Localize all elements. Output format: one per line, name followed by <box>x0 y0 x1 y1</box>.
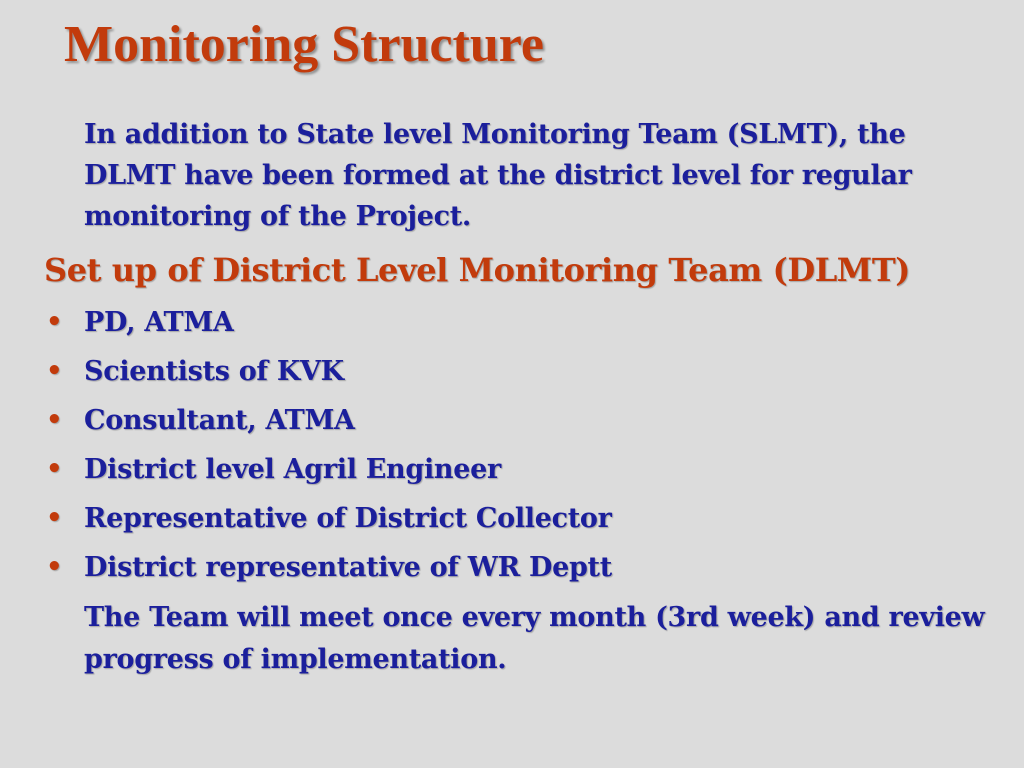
section-subheading: Set up of District Level Monitoring Team (DLMT) <box>44 251 910 289</box>
bullet-icon: • <box>46 552 63 582</box>
bullet-icon: • <box>46 307 63 337</box>
bullet-icon: • <box>46 356 63 386</box>
list-item <box>44 300 612 349</box>
bullet-icon: • <box>46 405 63 435</box>
list-item-text: PD, ATMA <box>84 307 234 338</box>
list-item <box>44 545 612 594</box>
list-item <box>44 447 612 496</box>
list-item <box>44 349 612 398</box>
member-list <box>44 300 612 594</box>
list-item-text: District level Agril Engineer <box>84 454 501 485</box>
list-item-text: Consultant, ATMA <box>84 405 355 436</box>
list-item-text: District representative of WR Deptt <box>84 552 612 583</box>
bullet-icon: • <box>46 454 63 484</box>
list-item-text: Scientists of KVK <box>84 356 344 387</box>
intro-paragraph: In addition to State level Monitoring Team (SLMT), the DLMT have been formed at the district level for regular monitoring of the Project. <box>84 119 912 232</box>
closing-paragraph: The Team will meet once every month (3rd week) and review progress of implementation. <box>84 602 985 675</box>
slide-title: Monitoring Structure <box>64 16 544 73</box>
list-item-text: Representative of District Collector <box>84 503 612 534</box>
bullet-icon: • <box>46 503 63 533</box>
list-item <box>44 398 612 447</box>
list-item <box>44 496 612 545</box>
